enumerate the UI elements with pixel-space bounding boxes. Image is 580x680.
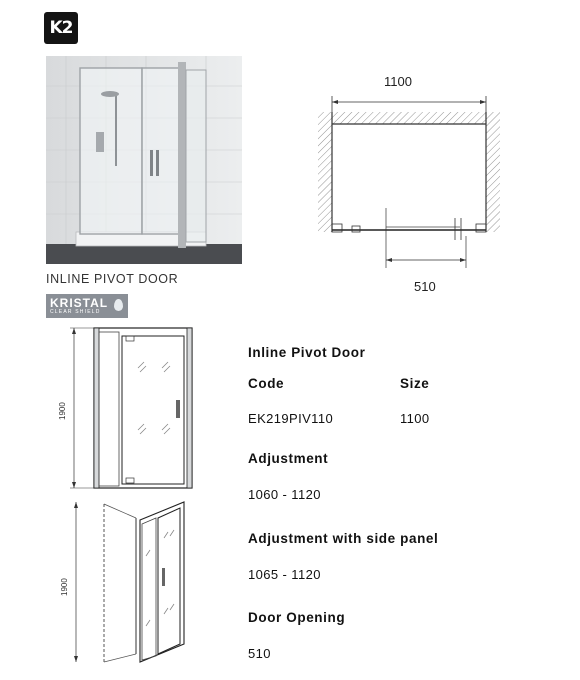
photo-caption: INLINE PIVOT DOOR bbox=[46, 272, 179, 286]
plan-drawing bbox=[310, 90, 510, 270]
code-value: EK219PIV110 bbox=[248, 411, 334, 426]
badge-name: KRISTAL bbox=[50, 295, 109, 310]
product-title: Inline Pivot Door bbox=[248, 345, 366, 360]
product-photo bbox=[46, 56, 242, 264]
adjustment-value: 1060 - 1120 bbox=[248, 487, 321, 502]
perspective-drawing bbox=[66, 496, 198, 668]
front-height-label: 1900 bbox=[58, 402, 67, 420]
droplet-icon bbox=[114, 299, 123, 311]
size-value: 1100 bbox=[400, 411, 430, 426]
door-opening-value: 510 bbox=[248, 646, 271, 661]
badge-tagline: CLEAR SHIELD bbox=[50, 308, 101, 315]
door-opening-heading: Door Opening bbox=[248, 610, 346, 625]
front-elevation-drawing bbox=[66, 324, 198, 492]
adjustment-side-heading: Adjustment with side panel bbox=[248, 531, 439, 546]
adjustment-heading: Adjustment bbox=[248, 451, 329, 466]
plan-opening-label: 510 bbox=[414, 279, 436, 294]
side-height-label: 1900 bbox=[60, 578, 69, 596]
size-heading: Size bbox=[400, 376, 430, 391]
code-heading: Code bbox=[248, 376, 285, 391]
kristal-clear-shield-badge bbox=[46, 294, 128, 318]
plan-width-label: 1100 bbox=[384, 74, 412, 89]
adjustment-side-value: 1065 - 1120 bbox=[248, 567, 321, 582]
brand-logo: K2 bbox=[44, 12, 78, 44]
